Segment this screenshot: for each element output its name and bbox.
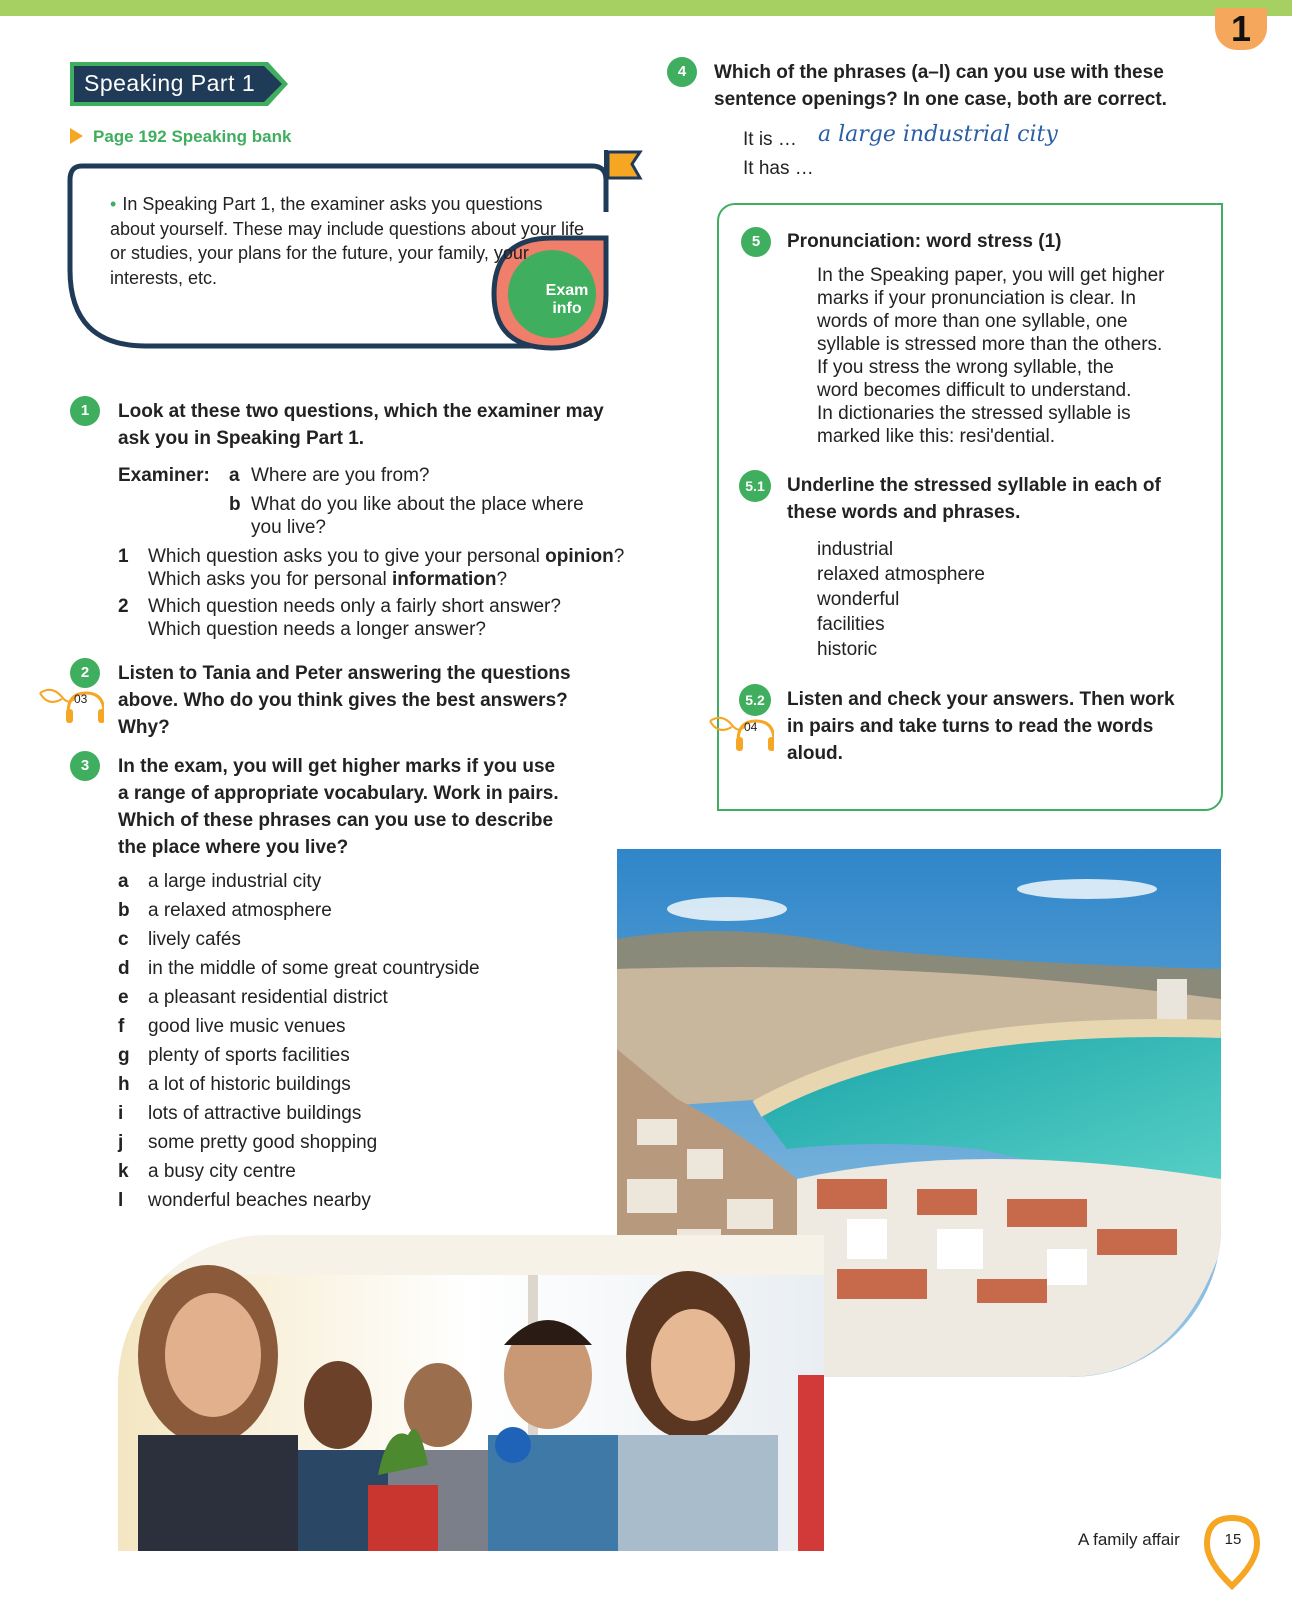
badge-line-2: info — [552, 300, 582, 317]
explanation-line: words of more than one syllable, one — [817, 311, 1128, 332]
phrase-i — [118, 1102, 361, 1126]
phrase-text: a pleasant residential district — [148, 987, 388, 1008]
stress-word: historic — [817, 639, 878, 660]
ex1-item-1-mid: ? Which asks you for personal — [148, 546, 625, 590]
exercise-3-instruction: In the exam, you will get higher marks if you use a range of appropriate vocabulary. Work in pairs. Which of these phrases can you use to describe the place where you live? — [118, 756, 559, 858]
phrase-letter: l — [118, 1190, 124, 1211]
audio-track-03[interactable] — [38, 685, 104, 725]
examiner-label: Examiner: — [118, 465, 210, 486]
friends-cafe-photo — [118, 1235, 824, 1551]
pronunciation-explanation — [817, 264, 1197, 448]
phrase-letter: c — [118, 929, 129, 950]
explanation-line: marked like this: resi'dential. — [817, 426, 1056, 447]
exercise-1-instruction: Look at these two questions, which the examiner may ask you in Speaking Part 1. — [118, 401, 604, 449]
ex1-item-1-post: ? — [496, 569, 508, 590]
phrase-text: a lot of historic buildings — [148, 1074, 351, 1095]
question-a-letter: a — [229, 465, 240, 486]
audio-track-number: 03 — [74, 692, 88, 706]
phrase-letter: d — [118, 958, 130, 979]
phrase-text: in the middle of some great countryside — [148, 958, 480, 979]
section-banner — [70, 62, 290, 106]
explanation-line: marks if your pronunciation is clear. In — [817, 288, 1136, 309]
exercise-2-instruction: Listen to Tania and Peter answering the questions above. Who do you think gives the best answers? Why? — [118, 663, 571, 738]
stress-word-list — [817, 537, 985, 662]
phrase-h — [118, 1073, 351, 1097]
exercise-3-number: 3 — [70, 751, 100, 781]
phrase-text: lively cafés — [148, 929, 241, 950]
stress-word: relaxed atmosphere — [817, 564, 985, 585]
page-number-pin-icon — [1203, 1514, 1261, 1590]
phrase-b — [118, 899, 332, 923]
opening-it-has: It has … — [743, 158, 814, 179]
phrase-text: lots of attractive buildings — [148, 1103, 362, 1124]
exercise-5-number: 5 — [741, 227, 771, 257]
phrase-letter: a — [118, 871, 129, 892]
exam-info-text-block — [110, 192, 590, 290]
phrase-c — [118, 928, 241, 952]
exercise-2-number: 2 — [70, 658, 100, 688]
phrase-text: good live music venues — [148, 1016, 346, 1037]
phrase-d — [118, 957, 480, 981]
ex1-item-1-bold-information: information — [391, 569, 497, 590]
phrase-a — [118, 870, 321, 894]
explanation-line: In the Speaking paper, you will get higher — [817, 265, 1165, 286]
ex1-item-1-number: 1 — [118, 546, 129, 567]
explanation-line: word becomes difficult to understand. — [817, 380, 1132, 401]
phrase-letter: f — [118, 1016, 125, 1037]
phrase-e — [118, 986, 388, 1010]
exercise-4-instruction: Which of the phrases (a–l) can you use with these sentence openings? In one case, both are correct. — [714, 62, 1167, 110]
exercise-5-2-number: 5.2 — [739, 684, 771, 716]
question-a-text: Where are you from? — [251, 465, 430, 486]
phrase-letter: g — [118, 1045, 130, 1066]
handwritten-example-answer: a large industrial city — [818, 122, 1058, 147]
phrase-letter: i — [118, 1103, 124, 1124]
bank-reference-text: Page 192 Speaking bank — [93, 127, 292, 146]
phrase-text: plenty of sports facilities — [148, 1045, 350, 1066]
stress-word: facilities — [817, 614, 885, 635]
exercise-5-2-instruction: Listen and check your answers. Then work in pairs and take turns to read the words aloud. — [787, 689, 1175, 764]
ex1-item-1-bold-opinion: opinion — [545, 546, 614, 567]
question-b-letter: b — [229, 494, 241, 515]
phrase-letter: h — [118, 1074, 130, 1095]
explanation-line: syllable is stressed more than the others. — [817, 334, 1163, 355]
play-arrow-icon — [70, 128, 83, 144]
top-color-bar — [0, 0, 1292, 16]
exercise-5-title: Pronunciation: word stress (1) — [787, 231, 1062, 252]
ex1-item-1-pre: Which question asks you to give your personal — [148, 546, 546, 567]
phrase-f — [118, 1015, 346, 1039]
phrase-letter: b — [118, 900, 130, 921]
phrase-text: wonderful beaches nearby — [148, 1190, 371, 1211]
exam-info-text: In Speaking Part 1, the examiner asks you questions about yourself. These may include questions about your life or studies, your plans for the future, your family, your interests, etc. — [110, 194, 584, 288]
bullet-icon: • — [110, 194, 117, 214]
badge-line-1: Exam — [545, 282, 589, 299]
explanation-line: In dictionaries the stressed syllable is — [817, 403, 1131, 424]
headphones-icon — [38, 685, 104, 725]
ex1-item-2-line-1: Which question needs only a fairly short answer? — [148, 596, 561, 617]
ex1-item-2-number: 2 — [118, 596, 129, 617]
headphones-icon — [708, 713, 774, 753]
stress-word: industrial — [817, 539, 894, 560]
exercise-4-number: 4 — [667, 57, 697, 87]
phrase-letter: e — [118, 987, 129, 1008]
friends-cafe-illustration — [118, 1235, 824, 1551]
exam-info-badge — [536, 282, 598, 318]
audio-track-number: 04 — [744, 720, 758, 734]
exercise-5-1-number: 5.1 — [739, 470, 771, 502]
stress-word: wonderful — [817, 589, 900, 610]
phrase-text: a busy city centre — [148, 1161, 296, 1182]
phrase-l — [118, 1189, 371, 1213]
phrase-g — [118, 1044, 350, 1068]
section-title: Speaking Part 1 — [84, 70, 256, 96]
unit-number-tab: 1 — [1215, 8, 1267, 50]
opening-it-is: It is … — [743, 129, 797, 150]
exercise-1-number: 1 — [70, 396, 100, 426]
phrase-letter: k — [118, 1161, 129, 1182]
ex1-item-1-text — [148, 545, 628, 591]
phrase-letter: j — [118, 1132, 124, 1153]
question-b-text: What do you like about the place where you live? — [251, 494, 584, 538]
ex1-item-2-line-2: Which question needs a longer answer? — [148, 619, 486, 640]
phrase-k — [118, 1160, 296, 1184]
unit-title: A family affair — [1078, 1530, 1180, 1549]
phrase-j — [118, 1131, 377, 1155]
page-number: 15 — [1224, 1531, 1242, 1548]
phrase-text: a relaxed atmosphere — [148, 900, 332, 921]
speaking-bank-link[interactable] — [70, 127, 291, 147]
audio-track-04[interactable] — [708, 713, 774, 753]
exercise-5-1-instruction: Underline the stressed syllable in each of these words and phrases. — [787, 475, 1161, 523]
explanation-line: If you stress the wrong syllable, the — [817, 357, 1114, 378]
phrase-text: a large industrial city — [148, 871, 322, 892]
phrase-text: some pretty good shopping — [148, 1132, 378, 1153]
